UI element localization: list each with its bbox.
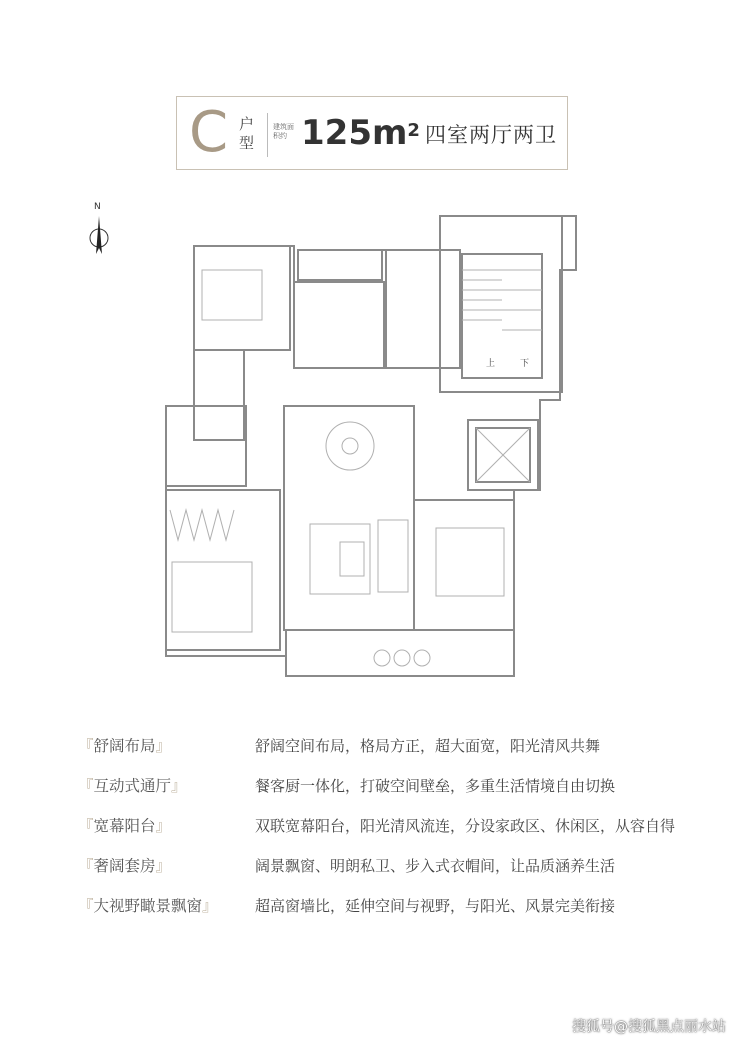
feature-name: 『舒阔布局』	[78, 737, 172, 755]
unit-type-letter: C	[189, 100, 229, 165]
unit-type-suffix: 户型	[239, 115, 255, 152]
feature-description: 舒阔空间布局，格局方正，超大面宽，阳光清风共舞	[255, 737, 601, 755]
features-list	[78, 734, 718, 934]
feature-description: 超高窗墙比，延伸空间与视野，与阳光、风景完美衔接	[255, 897, 616, 915]
watermark: 搜狐号@搜狐黑点丽水站	[572, 1019, 726, 1035]
feature-item	[78, 854, 718, 894]
feature-description: 阔景飘窗、明朗私卫、步入式衣帽间，让品质涵养生活	[255, 857, 616, 875]
feature-name: 『大视野瞰景飘窗』	[78, 897, 218, 915]
area-label: 建筑面积约	[273, 123, 294, 140]
area-value: $125m^2$	[301, 113, 420, 153]
header-divider	[267, 113, 268, 157]
feature-item	[78, 734, 718, 774]
svg-text:上: 上	[486, 359, 496, 369]
compass-north-label: N	[94, 202, 101, 212]
unit-type-header	[176, 96, 568, 170]
feature-item	[78, 774, 718, 814]
room-configuration: 四室两厅两卫	[425, 123, 557, 147]
feature-item	[78, 894, 718, 934]
feature-name: 『互动式通厅』	[78, 777, 187, 795]
feature-description: 餐客厨一体化，打破空间壁垒，多重生活情境自由切换	[255, 777, 616, 795]
feature-name: 『宽幕阳台』	[78, 817, 172, 835]
feature-description: 双联宽幕阳台，阳光清风流连，分设家政区、休闲区，从容自得	[255, 817, 676, 835]
svg-text:下: 下	[520, 359, 530, 369]
floor-plan-drawing	[150, 210, 590, 686]
feature-item	[78, 814, 718, 854]
feature-name: 『奢阔套房』	[78, 857, 172, 875]
compass-icon	[88, 214, 110, 260]
